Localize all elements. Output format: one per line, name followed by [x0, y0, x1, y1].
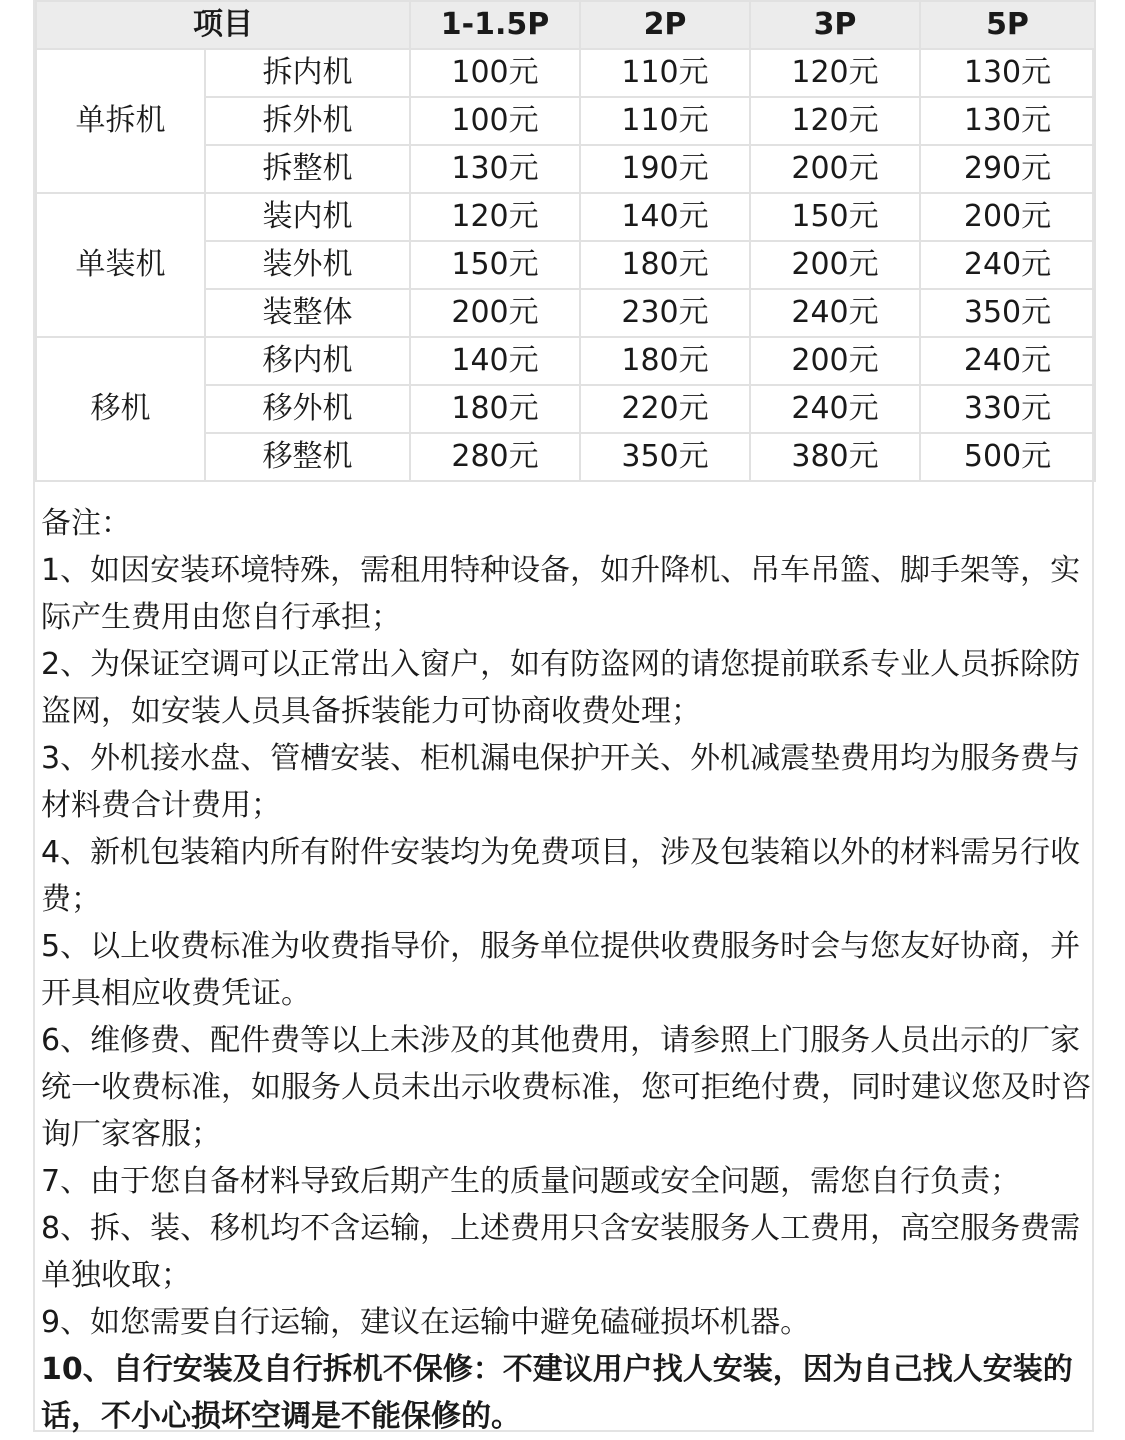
price-cell: 150元 [750, 193, 920, 241]
note-item: 3、外机接水盘、管槽安装、柜机漏电保护开关、外机减震垫费用均为服务费与材料费合计费用； [41, 741, 1081, 823]
note-item-warning: 10、自行安装及自行拆机不保修：不建议用户找人安装，因为自己找人安装的话，不小心损坏空调是不能保修的。 [41, 1352, 1073, 1434]
price-cell: 130元 [410, 145, 580, 193]
item-cell: 拆整机 [205, 145, 410, 193]
item-cell: 装内机 [205, 193, 410, 241]
price-cell: 180元 [580, 241, 750, 289]
item-cell: 装外机 [205, 241, 410, 289]
table-header-row [36, 1, 1095, 49]
price-cell: 350元 [920, 289, 1095, 337]
category-cell: 单装机 [36, 193, 205, 337]
price-cell: 100元 [410, 97, 580, 145]
price-cell: 500元 [920, 433, 1095, 481]
price-cell: 140元 [410, 337, 580, 385]
price-cell: 240元 [920, 241, 1095, 289]
price-cell: 180元 [410, 385, 580, 433]
category-cell: 移机 [36, 337, 205, 481]
price-cell: 120元 [750, 49, 920, 97]
item-cell: 移整机 [205, 433, 410, 481]
price-cell: 240元 [920, 337, 1095, 385]
price-cell: 130元 [920, 49, 1095, 97]
price-cell: 240元 [750, 289, 920, 337]
note-item: 2、为保证空调可以正常出入窗户，如有防盗网的请您提前联系专业人员拆除防盗网，如安装人员具备拆装能力可协商收费处理； [41, 647, 1081, 729]
header-item: 项目 [36, 1, 410, 49]
price-cell: 230元 [580, 289, 750, 337]
price-cell: 110元 [580, 49, 750, 97]
price-cell: 100元 [410, 49, 580, 97]
item-cell: 拆外机 [205, 97, 410, 145]
price-cell: 290元 [920, 145, 1095, 193]
note-item: 4、新机包装箱内所有附件安装均为免费项目，涉及包装箱以外的材料需另行收费； [41, 835, 1081, 917]
price-cell: 150元 [410, 241, 580, 289]
price-cell: 280元 [410, 433, 580, 481]
note-item: 9、如您需要自行运输，建议在运输中避免磕碰损坏机器。 [41, 1305, 811, 1340]
header-size-4: 5P [920, 1, 1095, 49]
notes-section [41, 500, 1091, 1440]
table-row [36, 337, 1095, 385]
notes-title: 备注： [41, 506, 131, 541]
note-item: 7、由于您自备材料导致后期产生的质量问题或安全问题，需您自行负责； [41, 1164, 1021, 1199]
price-cell: 110元 [580, 97, 750, 145]
item-cell: 移外机 [205, 385, 410, 433]
price-cell: 330元 [920, 385, 1095, 433]
price-table [35, 0, 1096, 482]
price-document [33, 0, 1094, 1432]
price-cell: 130元 [920, 97, 1095, 145]
price-cell: 120元 [750, 97, 920, 145]
header-size-3: 3P [750, 1, 920, 49]
item-cell: 装整体 [205, 289, 410, 337]
price-cell: 190元 [580, 145, 750, 193]
note-item: 8、拆、装、移机均不含运输，上述费用只含安装服务人工费用，高空服务费需单独收取； [41, 1211, 1081, 1293]
note-item: 5、以上收费标准为收费指导价，服务单位提供收费服务时会与您友好协商，并开具相应收费凭证。 [41, 929, 1081, 1011]
item-cell: 移内机 [205, 337, 410, 385]
price-cell: 220元 [580, 385, 750, 433]
price-cell: 200元 [920, 193, 1095, 241]
price-cell: 350元 [580, 433, 750, 481]
table-row [36, 49, 1095, 97]
price-cell: 240元 [750, 385, 920, 433]
category-cell: 单拆机 [36, 49, 205, 193]
price-cell: 180元 [580, 337, 750, 385]
price-cell: 140元 [580, 193, 750, 241]
price-cell: 200元 [410, 289, 580, 337]
price-cell: 120元 [410, 193, 580, 241]
note-item: 6、维修费、配件费等以上未涉及的其他费用，请参照上门服务人员出示的厂家统一收费标准，如服务人员未出示收费标准，您可拒绝付费，同时建议您及时咨询厂家客服； [41, 1023, 1091, 1152]
header-size-1: 1-1.5P [410, 1, 580, 49]
header-size-2: 2P [580, 1, 750, 49]
item-cell: 拆内机 [205, 49, 410, 97]
price-cell: 200元 [750, 241, 920, 289]
note-item: 1、如因安装环境特殊，需租用特种设备，如升降机、吊车吊篮、脚手架等，实际产生费用由您自行承担； [41, 553, 1081, 635]
price-cell: 200元 [750, 145, 920, 193]
table-row [36, 193, 1095, 241]
price-cell: 380元 [750, 433, 920, 481]
price-cell: 200元 [750, 337, 920, 385]
